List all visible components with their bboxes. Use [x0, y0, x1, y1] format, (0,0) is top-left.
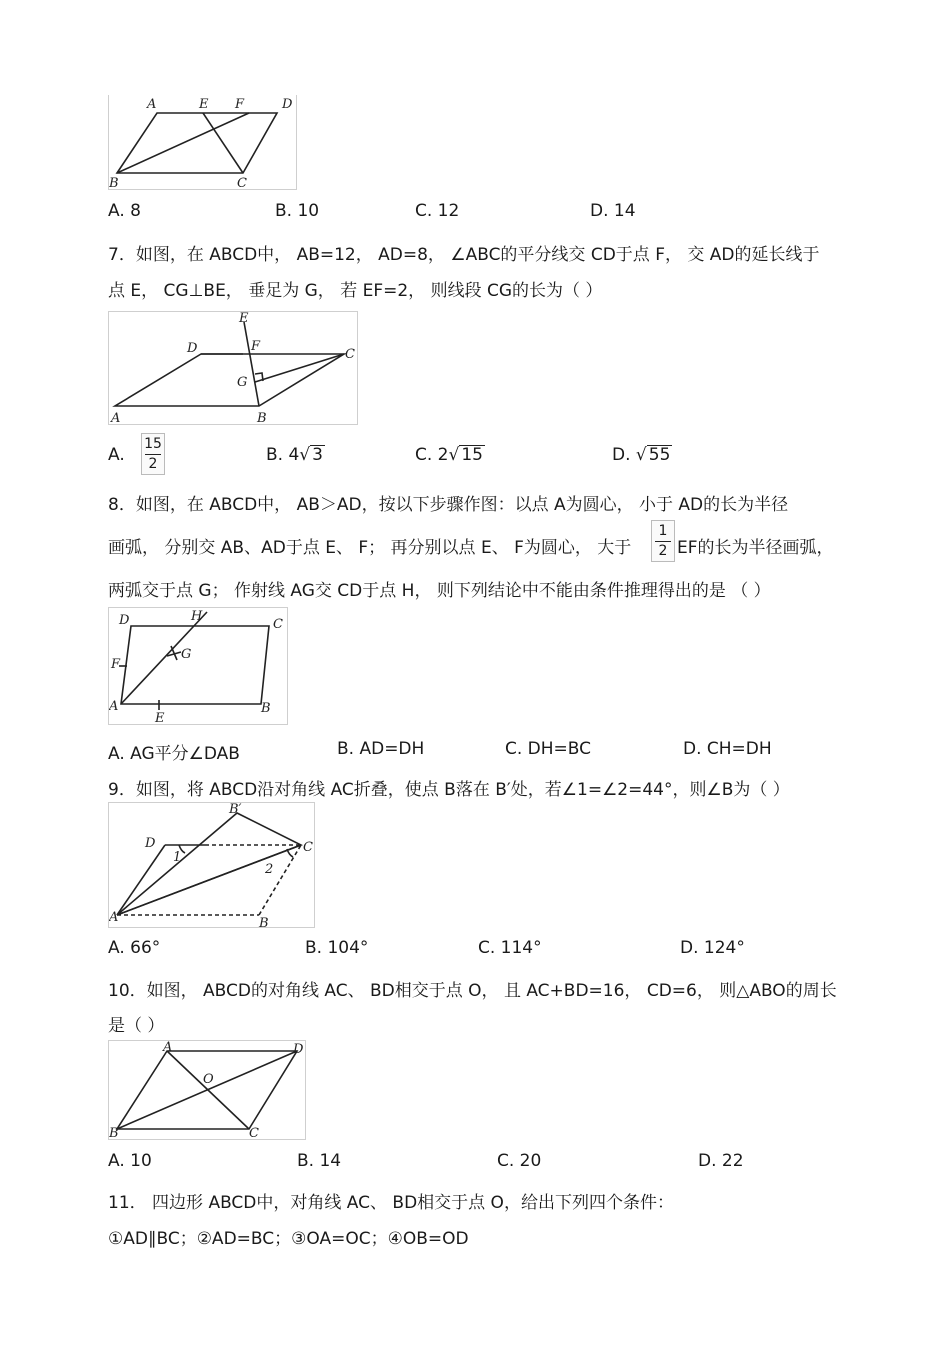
- q8-fraction-numerator: 1: [658, 523, 668, 539]
- q8-label-D: D: [119, 613, 130, 628]
- q9-label-D: D: [145, 836, 156, 851]
- q8-question-line2a: 画弧， 分别交 AB、AD于点 E、 F； 再分别以点 E、 F为圆心， 大于: [108, 538, 632, 558]
- q6-label-D: D: [282, 97, 293, 112]
- q10-option-c: C. 20: [497, 1151, 542, 1171]
- q8-figure: [108, 607, 288, 725]
- q9-option-b: B. 104°: [305, 938, 369, 958]
- q7-option-b: B. 4√ 3: [266, 445, 323, 465]
- q7-label-A: A: [111, 411, 121, 424]
- q6-figure: [108, 95, 297, 190]
- q8-question-line1: 8．如图，在 ABCD中， AB＞AD，按以下步骤作图：以点 A为圆心， 小于 AD的长为半径: [108, 495, 789, 515]
- q8-label-H: H: [191, 609, 203, 624]
- q6-option-c: C. 12: [415, 201, 460, 221]
- q8-label-F: F: [111, 657, 121, 672]
- q7-option-a-fraction: [141, 433, 165, 475]
- q8-label-B: B: [261, 701, 271, 716]
- q10-option-b: B. 14: [297, 1151, 342, 1171]
- q7-label-B: B: [257, 411, 267, 424]
- q9-label-angle-2: 2: [265, 862, 274, 877]
- q10-question-line1: 10．如图， ABCD的对角线 AC、 BD相交于点 O， 且 AC+BD=16， CD=6， 则△ABO的周长: [108, 981, 837, 1001]
- q8-fraction-denominator: 2: [658, 543, 668, 559]
- q7-option-a-numerator: 15: [144, 436, 162, 452]
- q10-label-C: C: [249, 1126, 259, 1139]
- q8-option-d: D. CH=DH: [683, 739, 772, 759]
- q7-label-C: C: [345, 347, 355, 362]
- q7-question-line1: 7．如图，在 ABCD中， AB=12， AD=8， ∠ABC的平分线交 CD于点 F， 交 AD的延长线于: [108, 245, 820, 265]
- q8-label-G: G: [181, 647, 192, 662]
- q9-label-C: C: [303, 840, 313, 855]
- q9-option-d: D. 124°: [680, 938, 745, 958]
- q7-label-D: D: [187, 341, 198, 356]
- q7-label-F: F: [251, 339, 261, 354]
- q7-label-G: G: [237, 375, 248, 390]
- q8-option-c: C. DH=BC: [505, 739, 592, 759]
- q6-label-F: F: [235, 97, 245, 112]
- q8-question-line3: 两弧交于点 G； 作射线 AG交 CD于点 H， 则下列结论中不能由条件推理得出的是 （ ）: [108, 581, 771, 601]
- q6-label-B: B: [109, 176, 119, 189]
- q7-figure: [108, 311, 358, 425]
- q7-option-d-radicand: 55: [648, 445, 671, 465]
- q10-label-A: A: [163, 1041, 173, 1055]
- q10-label-D: D: [293, 1042, 304, 1057]
- q7-option-a-denominator: 2: [148, 456, 158, 472]
- q9-label-angle-1: 1: [173, 850, 182, 865]
- q10-label-B: B: [109, 1126, 119, 1139]
- q6-option-a: A. 8: [108, 201, 141, 221]
- q8-question-line2b: EF的长为半径画弧，: [677, 538, 834, 558]
- q9-option-a: A. 66°: [108, 938, 161, 958]
- q9-option-c: C. 114°: [478, 938, 542, 958]
- q7-parallelogram-diagram: [109, 312, 357, 424]
- q8-label-C: C: [273, 617, 283, 632]
- q7-option-b-label: B. 4: [266, 445, 300, 465]
- q7-option-c: C. 2√ 15: [415, 445, 483, 465]
- q10-figure: [108, 1040, 306, 1140]
- q7-option-b-radicand: 3: [312, 445, 323, 465]
- q11-conditions: ①AD∥BC；②AD=BC；③OA=OC；④OB=OD: [108, 1229, 469, 1249]
- q11-question-line1: 11． 四边形 ABCD中，对角线 AC、 BD相交于点 O，给出下列四个条件：: [108, 1193, 674, 1213]
- q8-option-b: B. AD=DH: [337, 739, 425, 759]
- q9-label-B: B: [259, 916, 269, 927]
- q6-label-C: C: [237, 176, 247, 189]
- q7-option-d: D. √ 55: [612, 445, 671, 465]
- q6-label-A: A: [147, 97, 157, 112]
- q9-figure: [108, 802, 315, 928]
- q10-option-a: A. 10: [108, 1151, 152, 1171]
- q10-option-d: D. 22: [698, 1151, 744, 1171]
- q6-option-b: B. 10: [275, 201, 320, 221]
- q8-parallelogram-diagram: [109, 608, 287, 724]
- q7-option-d-label: D.: [612, 445, 631, 465]
- q9-label-A: A: [109, 910, 119, 925]
- q10-parallelogram-diagram: [109, 1041, 305, 1139]
- q6-label-E: E: [199, 97, 209, 112]
- q9-question-line1: 9．如图，将 ABCD沿对角线 AC折叠，使点 B落在 B′处，若∠1=∠2=44°，则∠B为（ ）: [108, 780, 790, 800]
- q7-option-a-label: A.: [108, 445, 125, 465]
- q7-question-line2: 点 E， CG⊥BE， 垂足为 G， 若 EF=2， 则线段 CG的长为（ ）: [108, 281, 603, 301]
- q6-option-d: D. 14: [590, 201, 636, 221]
- q8-option-a: A. AG平分∠DAB: [108, 744, 240, 764]
- q10-label-O: O: [203, 1072, 214, 1087]
- q8-label-A: A: [109, 699, 119, 714]
- q8-fraction: [651, 520, 675, 562]
- q6-parallelogram-diagram: [109, 95, 296, 189]
- q7-label-E: E: [239, 312, 249, 326]
- q8-label-E: E: [155, 711, 165, 724]
- q9-fold-diagram: [109, 803, 314, 927]
- q7-option-a: [108, 445, 125, 465]
- q7-option-c-radicand: 15: [461, 445, 483, 465]
- q9-label-B-prime: B′: [229, 803, 242, 817]
- q7-option-c-label: C. 2: [415, 445, 449, 465]
- q10-question-line2: 是（ ）: [108, 1016, 165, 1036]
